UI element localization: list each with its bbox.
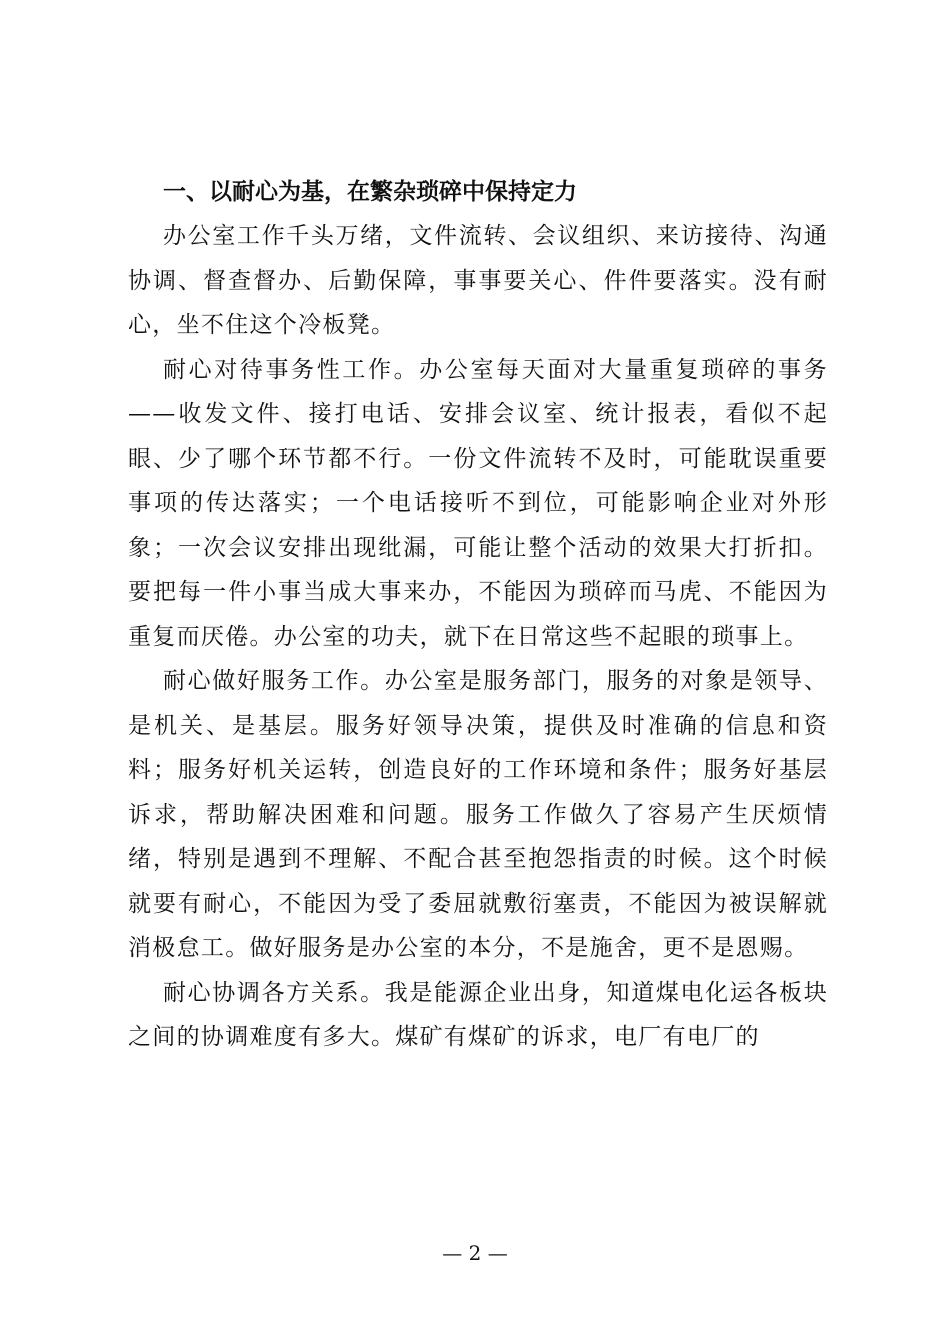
paragraph-routine-work: 耐心对待事务性工作。办公室每天面对大量重复琐碎的事务——收发文件、接打电话、安排会议室、统计报表，看似不起眼、少了哪个环节都不行。一份文件流转不及时，可能耽误重要事项的传达落实；一个电话接听不到位，可能影响企业对外形象；一次会议安排出现纰漏，可能让整个活动的效果大打折扣。要把每一件小事当成大事来办，不能因为琐碎而马虎、不能因为重复而厌倦。办公室的功夫，就下在日常这些不起眼的琐事上。 [128,356,828,650]
section-heading: 一、以耐心为基，在繁杂琐碎中保持定力 [163,179,577,205]
paragraph-intro: 办公室工作千头万绪，文件流转、会议组织、来访接待、沟通协调、督查督办、后勤保障，事事要关心、件件要落实。没有耐心，坐不住这个冷板凳。 [128,223,828,338]
paragraph-service-work: 耐心做好服务工作。办公室是服务部门，服务的对象是领导、是机关、是基层。服务好领导决策，提供及时准确的信息和资料；服务好机关运转，创造良好的工作环境和条件；服务好基层诉求，帮助解决困难和问题。服务工作做久了容易产生厌烦情绪，特别是遇到不理解、不配合甚至抱怨指责的时候。这个时候就要有耐心，不能因为受了委屈就敷衍塞责，不能因为被误解就消极怠工。做好服务是办公室的本分，不是施舍，更不是恩赐。 [128,668,828,961]
page-number: — 2 — [442,1241,508,1265]
document-body [128,170,828,1060]
paragraph-coordination: 耐心协调各方关系。我是能源企业出身，知道煤电化运各板块之间的协调难度有多大。煤矿有煤矿的诉求，电厂有电厂的 [128,979,828,1050]
